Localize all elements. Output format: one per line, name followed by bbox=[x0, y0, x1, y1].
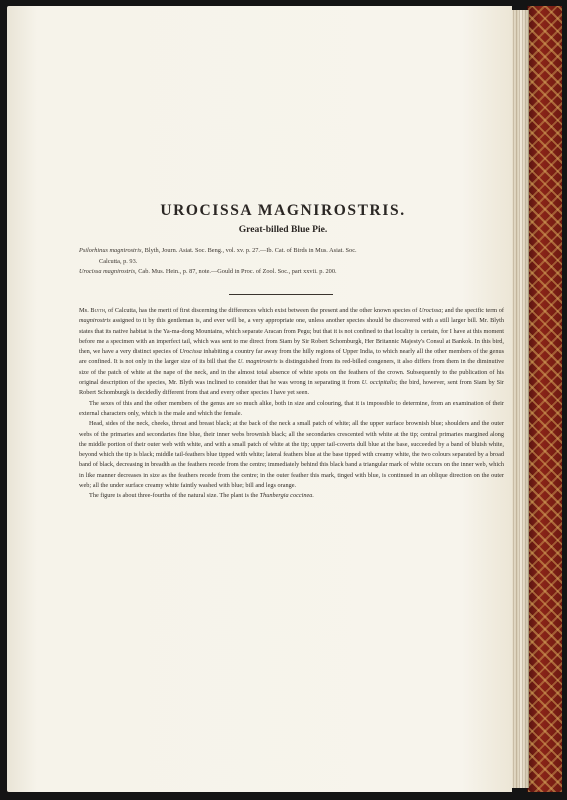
common-name: Great-billed Blue Pie. bbox=[238, 224, 328, 235]
synonym-name: Urocissa magnirostris, bbox=[79, 268, 137, 275]
text-run: ; the bird, however, sent from Siam by Sir Robert Schomburgk is decidedly different from that and every other species I have yet seen. bbox=[79, 379, 504, 397]
text-run: is distinguished from its red-billed congeners, it also differs from them in the diminutive size of the patch of white at the nape of the neck, and in the almost total absence of white spots on the feathers of the crown. Subsequently to the publication of his original description of the species, Mr. Blyth was inclined to consider that he was wrong in separating it from bbox=[79, 358, 504, 387]
text-run: The figure is about three-fourths of the natural size. The plant is the bbox=[89, 492, 260, 500]
body-text bbox=[79, 306, 504, 502]
synonym-name: Psilorhinus magnirostris, bbox=[79, 247, 144, 254]
synonym-text: Cab. Mus. Hein., p. 87, note.—Gould in Proc. of Zool. Soc., part xxvii. p. 200. bbox=[138, 268, 337, 275]
italic-term: Urocissa bbox=[419, 307, 442, 314]
body-paragraph bbox=[79, 306, 504, 399]
book-page bbox=[7, 6, 512, 792]
paragraph-lead: Mr. Blyth, bbox=[79, 307, 107, 314]
italic-term: Urocissa bbox=[179, 348, 202, 356]
body-paragraph bbox=[79, 399, 504, 420]
italic-term: magnirostris bbox=[79, 317, 111, 325]
synonym-text-cont: Calcutta, p. 93. bbox=[99, 257, 138, 265]
text-run: Head, sides of the neck, cheeks, throat and breast black; at the back of the neck a small patch of white; all the upper surface brownish blue; shoulders and the outer webs of the primaries and secondaries fine blue, their inner webs brownish black; all the secondaries crescented with white at the tip; central primaries margined along the middle portion of their outer web with white, and with a small patch of white at the tip; upper tail-coverts dull blue at the base, succeeded by a band of bluish white, beyond which the tip is black; middle tail-feathers blue tipped with white; lateral feathers blue at the base tipped with creamy white, the two colours separated by a broad band of black, decreasing in breadth as the feathers recede from the centre; immediately behind this black band a triangular mark of white occurs on the inner web, which in like manner decreases in size as the feathers recede from the centre; in the outer feather this mark, tinged with blue, is continued in an oblique direction on the outer web; all the under surface creamy white faintly washed with blue; bill and legs orange. bbox=[79, 420, 504, 490]
page-edges bbox=[510, 10, 529, 788]
text-run: The sexes of this and the other members of the genus are so much alike, both in size and colouring, that it is impossible to determine, from an examination of their external characters only, which is the male and which the female. bbox=[79, 399, 504, 417]
italic-term: U. magnirostris bbox=[237, 358, 278, 366]
body-paragraph bbox=[79, 419, 504, 491]
italic-term: Thunbergia coccinea. bbox=[259, 492, 314, 500]
text-run: inhabiting a country far away from the hilly regions of Upper India, to which nearly all the other members of the genus are confined. It is not only in the larger size of its bill that the bbox=[79, 348, 504, 366]
section-divider bbox=[229, 294, 333, 295]
synonym-entry bbox=[79, 246, 499, 267]
synonym-entry bbox=[79, 267, 499, 278]
book-binding bbox=[527, 6, 562, 792]
body-paragraph bbox=[79, 491, 504, 501]
synonym-text: Blyth, Journ. Asiat. Soc. Beng., vol. xv. p. 27.—Ib. Cat. of Birds in Mus. Asiat. Soc. bbox=[144, 247, 357, 254]
text-run: assigned to it by this gentleman is, and ever will be, a very appropriate one, unless another species should be discovered with a still larger bill. Mr. Blyth states that its native habitat is the Ya-ma-dong Mountains, which separate Aracan from Pegu; but that it is not confined to that locality is certain, for I have at this moment before me a specimen with an imperfect tail, which was sent to me direct from Siam by Sir Robert Schomburgk, Her Britannic Majesty's Consul at Bankok. In this bird, then, we have a very distinct species of bbox=[79, 317, 504, 356]
text-run: ; and the specific term of bbox=[441, 307, 504, 314]
species-title: UROCISSA MAGNIROSTRIS. bbox=[160, 202, 406, 219]
italic-term: U. occipitalis bbox=[361, 379, 396, 387]
text-run: of Calcutta, has the merit of first discerning the differences which exist between the present and the other known species of bbox=[106, 307, 419, 314]
